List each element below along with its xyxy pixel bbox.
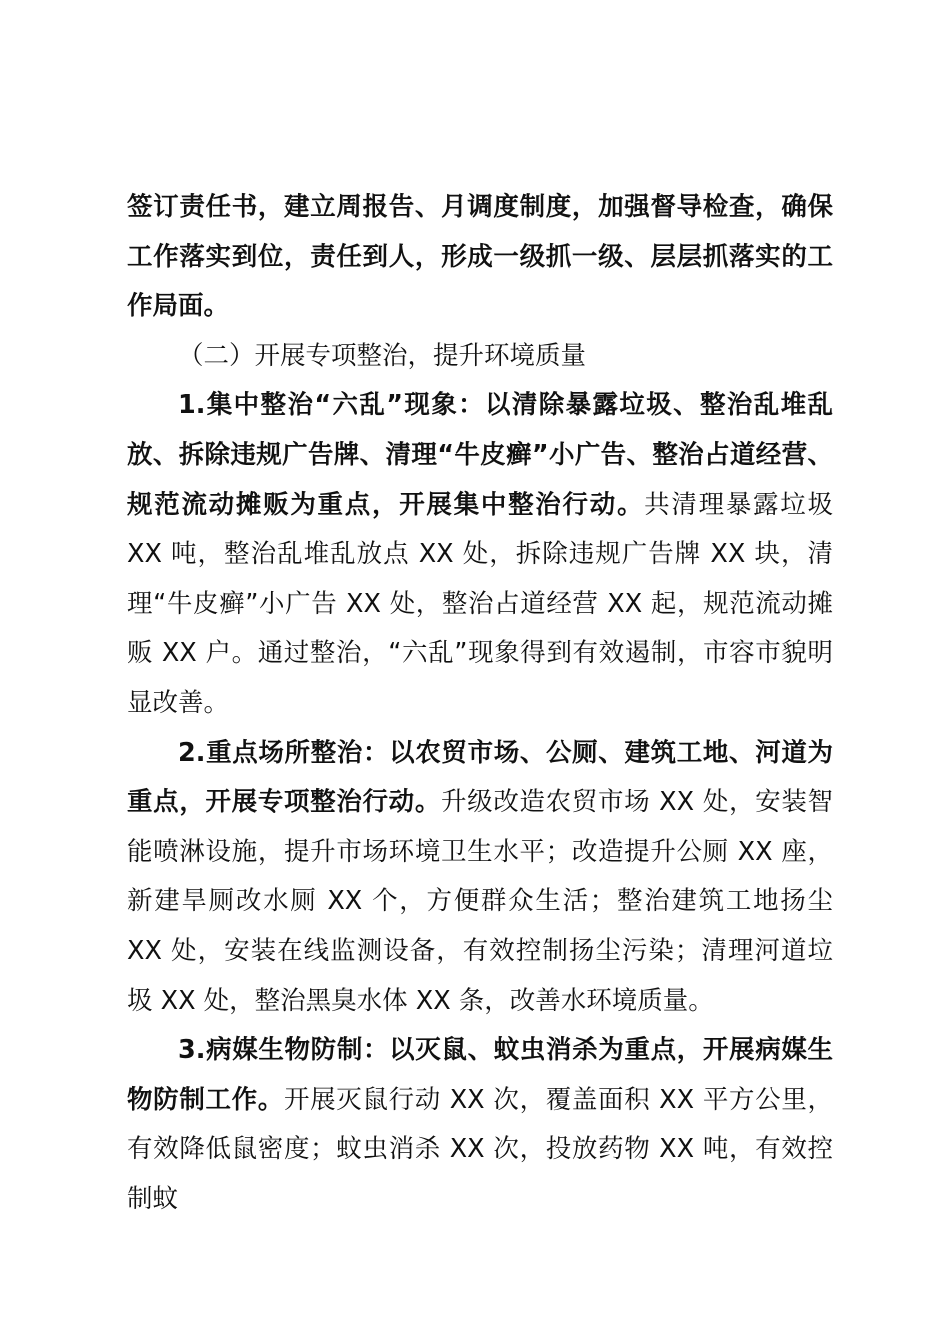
item-3-body: 开展灭鼠行动 XX 次，覆盖面积 XX 平方公里，有效降低鼠密度；蚊虫消杀 XX 次，投放药物 XX 吨，有效控制蚊 bbox=[127, 1084, 833, 1214]
item-2-body: 升级改造农贸市场 XX 处，安装智能喷淋设施，提升市场环境卫生水平；改造提升公厕 XX 座，新建旱厕改水厕 XX 个，方便群众生活；整治建筑工地扬尘 XX 处，安装在线监测设备，有效控制扬尘污染；清理河道垃圾 XX 处，整治黑臭水体 XX 条，改善水环境质量。 bbox=[127, 787, 833, 1016]
item-3-lead: 3.病媒生物防制：以灭鼠、蚊虫消杀为重点，开展病媒生物防制工作。 bbox=[127, 1035, 833, 1115]
item-3-paragraph bbox=[127, 1026, 833, 1224]
document-page bbox=[127, 183, 833, 1224]
item-1-lead: 1.集中整治“六乱”现象：以清除暴露垃圾、整治乱堆乱放、拆除违规广告牌、清理“牛皮癣”小广告、整治占道经营、规范流动摊贩为重点，开展集中整治行动。 bbox=[127, 390, 833, 520]
paragraph-continuation-text: 签订责任书，建立周报告、月调度制度，加强督导检查，确保工作落实到位，责任到人，形成一级抓一级、层层抓落实的工作局面。 bbox=[127, 192, 833, 322]
section-heading: （二）开展专项整治，提升环境质量 bbox=[178, 340, 587, 371]
item-1-paragraph bbox=[127, 381, 833, 728]
item-2-paragraph bbox=[127, 729, 833, 1027]
item-2-lead: 2.重点场所整治：以农贸市场、公厕、建筑工地、河道为重点，开展专项整治行动。 bbox=[127, 737, 833, 818]
item-1-body: 共清理暴露垃圾 XX 吨，整治乱堆乱放点 XX 处，拆除违规广告牌 XX 块，清理“牛皮癣”小广告 XX 处，整治占道经营 XX 起，规范流动摊贩 XX 户。通过整治，“六乱”现象得到有效遏制，市容市貌明显改善。 bbox=[127, 489, 833, 718]
paragraph-continuation bbox=[127, 183, 833, 332]
